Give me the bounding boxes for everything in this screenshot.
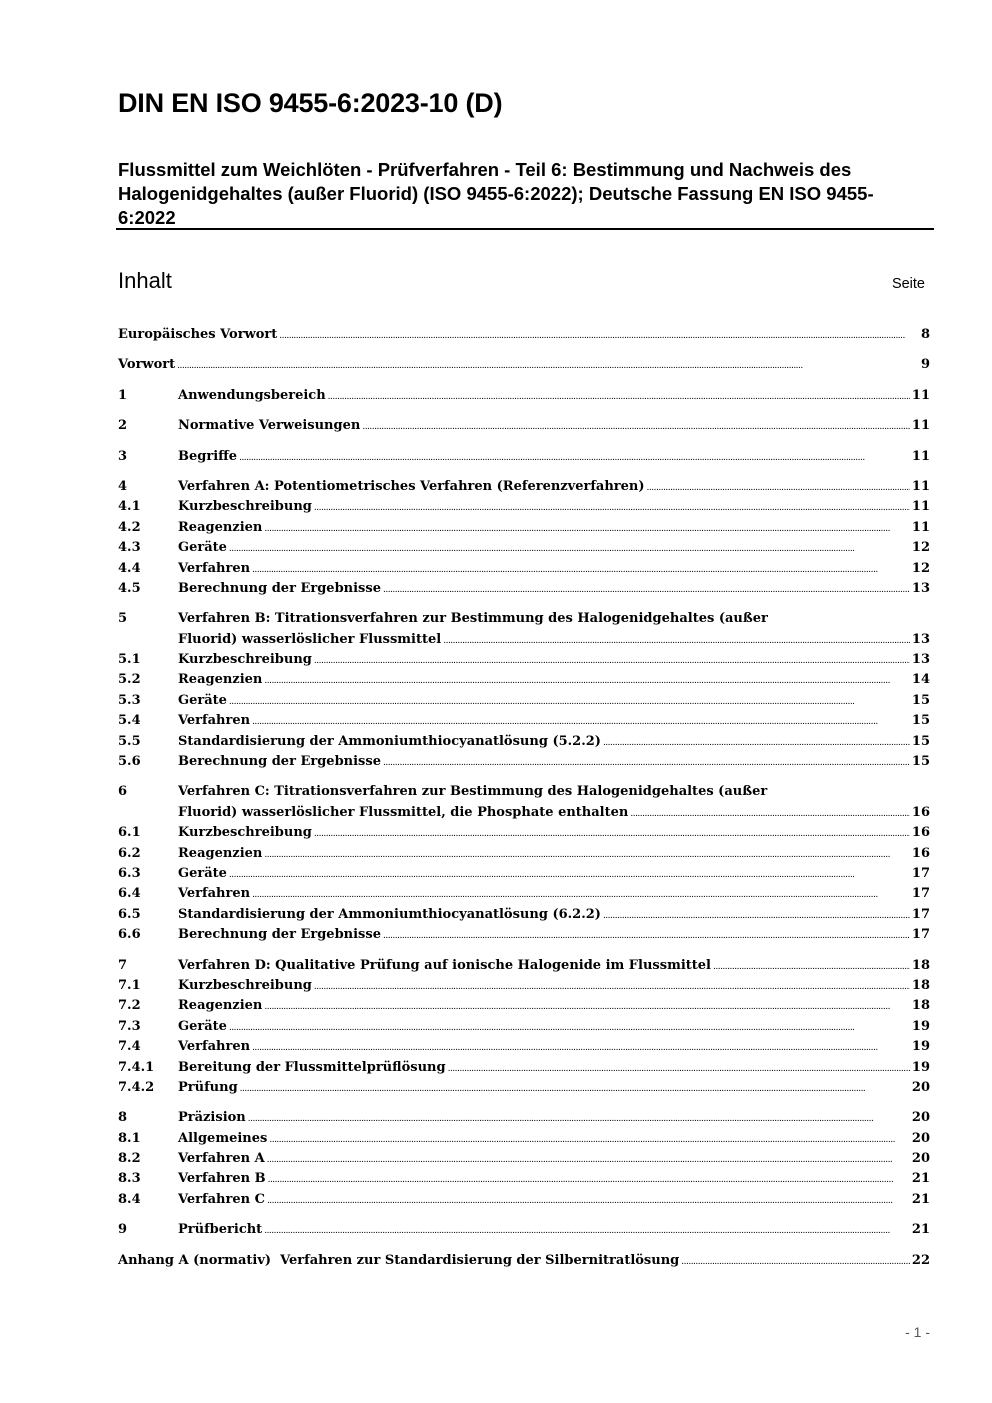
toc-leader [630, 804, 910, 824]
toc-entry-number: 7.4 [118, 1039, 141, 1055]
toc-entry-number: 5.6 [118, 754, 141, 770]
toc-entry-page: 15 [911, 733, 930, 749]
toc-entry-number: 6.4 [118, 886, 141, 902]
toc-entry-title: Bereitung der Flussmittelprüflösung [178, 1059, 446, 1075]
toc-entry[interactable] [118, 1037, 930, 1057]
toc-entry-number: 4.3 [118, 540, 141, 556]
toc-entry-page: 21 [911, 1222, 930, 1238]
toc-entry[interactable] [118, 976, 930, 996]
toc-entry-title: Kurzbeschreibung [178, 825, 312, 841]
toc-leader [383, 580, 910, 600]
toc-entry-number: 5 [118, 611, 128, 627]
toc-entry-number: 5.2 [118, 672, 141, 688]
toc-entry[interactable] [118, 609, 930, 629]
toc-entry[interactable] [118, 416, 930, 436]
toc-leader [240, 1079, 910, 1099]
toc-entry-number: 8.4 [118, 1191, 141, 1207]
toc-entry-title: Berechnung der Ergebnisse [178, 927, 381, 943]
toc-entry-title: Standardisierung der Ammoniumthiocyanatlösung (6.2.2) [178, 906, 601, 922]
toc-entry[interactable] [118, 1149, 930, 1169]
toc-leader [383, 926, 910, 946]
toc-entry[interactable] [118, 996, 930, 1016]
toc-entry-title: Präzision [178, 1110, 246, 1126]
toc-leader [314, 651, 910, 671]
toc-entry-number: 5.5 [118, 733, 141, 749]
toc-entry-title: Normative Verweisungen [178, 418, 361, 434]
toc-entry-title: Verfahren A [178, 1151, 265, 1167]
toc-entry-page: 15 [911, 713, 930, 729]
toc-entry[interactable] [118, 386, 930, 406]
toc-entry[interactable] [118, 1169, 930, 1189]
toc-page-column-label: Seite [891, 276, 925, 292]
toc-entry-page: 15 [911, 754, 930, 770]
toc-leader [362, 417, 910, 437]
toc-leader [229, 1018, 910, 1038]
toc-entry-number: 8.1 [118, 1130, 141, 1146]
toc-entry-page: 12 [911, 560, 930, 576]
toc-entry-page: 11 [911, 519, 930, 535]
toc-entry-number: 8.3 [118, 1171, 141, 1187]
toc-entry[interactable] [118, 1108, 930, 1128]
toc-entry[interactable] [118, 559, 930, 579]
toc-entry-number: 7.1 [118, 977, 141, 993]
toc-leader [252, 712, 910, 732]
toc-entry-title: Geräte [178, 540, 227, 556]
toc-entry[interactable] [118, 711, 930, 731]
toc-entry-title: Anhang A (normativ) Verfahren zur Standardisierung der Silbernitratlösung [118, 1252, 680, 1268]
toc-entry-number: 6.3 [118, 865, 141, 881]
toc-leader [264, 845, 910, 865]
toc-entry[interactable] [118, 884, 930, 904]
toc-entry-number: 4.1 [118, 499, 141, 515]
toc-leader [314, 498, 910, 518]
toc-entry[interactable] [118, 925, 930, 945]
toc-heading: Inhalt [118, 268, 172, 293]
toc-leader [383, 753, 910, 773]
toc-entry-number: 7.2 [118, 998, 141, 1014]
toc-entry-number: 8 [118, 1110, 128, 1126]
toc-entry-title: Prüfung [178, 1079, 238, 1095]
toc-entry[interactable] [118, 670, 930, 690]
toc-entry-title: Reagenzien [178, 845, 263, 861]
toc-entry-title: Verfahren B: Titrationsverfahren zur Bestimmung des Halogenidgehaltes (außer [178, 611, 768, 627]
toc-leader [252, 1038, 910, 1058]
toc-entry-page: 11 [911, 418, 930, 434]
toc-entry-page: 15 [911, 692, 930, 708]
toc-leader [267, 1191, 910, 1211]
toc-entry-title: Verfahren [178, 560, 251, 576]
toc-entry-page: 20 [911, 1079, 930, 1095]
toc-entry-number: 6.5 [118, 906, 141, 922]
toc-entry-title: Verfahren [178, 713, 251, 729]
toc-entry-page: 17 [911, 865, 930, 881]
toc-entry-number: 6.6 [118, 927, 141, 943]
toc-entry[interactable] [118, 497, 930, 517]
toc-entry-title: Anwendungsbereich [178, 387, 326, 403]
toc-entry-page: 11 [911, 478, 930, 494]
toc-entry-page: 19 [911, 1039, 930, 1055]
toc-entry[interactable] [118, 823, 930, 843]
toc-entry-title: Kurzbeschreibung [178, 652, 312, 668]
toc-entry-page: 13 [911, 652, 930, 668]
page-number: - 1 - [905, 1324, 930, 1340]
toc-entry-title: Vorwort [118, 357, 176, 373]
toc-entry[interactable] [118, 1017, 930, 1037]
toc-entry-page: 18 [911, 957, 930, 973]
title-divider [116, 228, 934, 230]
toc-entry-title: Kurzbeschreibung [178, 499, 312, 515]
toc-entry[interactable] [118, 1078, 930, 1098]
toc-leader [314, 824, 910, 844]
toc-entry-number: 5.3 [118, 692, 141, 708]
toc-entry-number: 8.2 [118, 1151, 141, 1167]
toc-entry-title: Verfahren [178, 1039, 251, 1055]
toc-entry-title: Verfahren A: Potentiometrisches Verfahren (Referenzverfahren) [178, 478, 645, 494]
toc-entry[interactable] [118, 782, 930, 802]
toc-entry-page: 16 [911, 825, 930, 841]
toc-entry[interactable] [118, 1129, 930, 1149]
toc-entry-title: Reagenzien [178, 998, 263, 1014]
toc-entry-title: Fluorid) wasserlöslicher Flussmittel, die Phosphate enthalten [178, 804, 629, 820]
toc-entry[interactable] [118, 691, 930, 711]
toc-entry[interactable] [118, 905, 930, 925]
toc-leader [681, 1252, 910, 1272]
toc-entry-title: Standardisierung der Ammoniumthiocyanatlösung (5.2.2) [178, 733, 601, 749]
toc-entry-number: 3 [118, 448, 128, 464]
toc-entry-number: 4 [118, 478, 128, 494]
toc-leader [269, 1130, 910, 1150]
toc-leader [229, 539, 910, 559]
toc-entry-page: 20 [911, 1110, 930, 1126]
toc-entry-title: Prüfbericht [178, 1222, 263, 1238]
toc-leader [229, 865, 910, 885]
toc-entry[interactable] [118, 1220, 930, 1240]
toc-leader [268, 1170, 910, 1190]
toc-leader [443, 631, 910, 651]
toc-entry[interactable] [118, 325, 930, 345]
toc-leader [264, 997, 910, 1017]
toc-entry-page: 9 [920, 357, 930, 373]
toc-leader [252, 560, 910, 580]
toc-entry[interactable] [118, 447, 930, 467]
toc-entry-page: 11 [911, 499, 930, 515]
toc-entry[interactable] [118, 355, 930, 375]
toc-entry-number: 6.2 [118, 845, 141, 861]
toc-entry[interactable] [118, 752, 930, 772]
toc-leader [177, 356, 919, 376]
toc-entry-page: 17 [911, 886, 930, 902]
toc-entry-title: Verfahren C [178, 1191, 265, 1207]
toc-entry-continuation[interactable] [118, 630, 930, 650]
toc-entry-number: 1 [118, 387, 128, 403]
toc-leader [713, 957, 910, 977]
toc-entry-number: 4.4 [118, 560, 141, 576]
toc-entry[interactable] [118, 538, 930, 558]
toc-entry-title: Verfahren B [178, 1171, 266, 1187]
toc-entry[interactable] [118, 732, 930, 752]
toc-entry-page: 18 [911, 977, 930, 993]
toc-entry-page: 17 [911, 906, 930, 922]
toc-leader [448, 1059, 910, 1079]
toc-entry-title: Geräte [178, 865, 227, 881]
toc-entry-continuation[interactable] [118, 803, 930, 823]
toc-leader [603, 906, 910, 926]
toc-entry-page: 16 [911, 804, 930, 820]
toc-leader [264, 671, 910, 691]
toc-entry-number: 7.4.1 [118, 1059, 155, 1075]
toc-leader [267, 1150, 910, 1170]
toc-entry[interactable] [118, 956, 930, 976]
toc-entry-page: 21 [911, 1191, 930, 1207]
toc-entry-title: Europäisches Vorwort [118, 327, 278, 342]
toc-entry[interactable] [118, 579, 930, 599]
toc-entry-page: 21 [911, 1171, 930, 1187]
toc-entry-page: 14 [911, 672, 930, 688]
toc-entry-title: Allgemeines [178, 1130, 268, 1146]
toc-leader [603, 733, 910, 753]
toc-entry[interactable] [118, 864, 930, 884]
toc-entry[interactable] [118, 1251, 930, 1271]
toc-entry[interactable] [118, 518, 930, 538]
toc-entry-title: Fluorid) wasserlöslicher Flussmittel [178, 631, 442, 647]
toc-entry-title: Geräte [178, 1018, 227, 1034]
toc-entry-page: 20 [911, 1130, 930, 1146]
toc-entry-title: Kurzbeschreibung [178, 977, 312, 993]
toc-entry-number: 2 [118, 418, 128, 434]
toc-entry-number: 4.5 [118, 580, 141, 596]
toc-entry-title: Begriffe [178, 448, 238, 464]
toc-entry-title: Reagenzien [178, 519, 263, 535]
toc-entry[interactable] [118, 477, 930, 497]
toc-entry-page: 11 [911, 448, 930, 464]
toc-entry-number: 6 [118, 784, 128, 800]
toc-entry-page: 20 [911, 1151, 930, 1167]
table-of-contents [118, 325, 930, 1271]
toc-entry[interactable] [118, 844, 930, 864]
toc-entry-page: 8 [920, 327, 930, 342]
toc-entry-title: Verfahren D: Qualitative Prüfung auf ionische Halogenide im Flussmittel [178, 957, 711, 973]
toc-entry[interactable] [118, 1190, 930, 1210]
toc-entry[interactable] [118, 650, 930, 670]
toc-entry-page: 13 [911, 631, 930, 647]
toc-entry-title: Verfahren [178, 886, 251, 902]
toc-entry-page: 18 [911, 998, 930, 1014]
toc-entry-title: Berechnung der Ergebnisse [178, 754, 381, 770]
toc-entry-number: 4.2 [118, 519, 141, 535]
toc-leader [252, 885, 910, 905]
toc-entry-number: 6.1 [118, 825, 141, 841]
document-title: Flussmittel zum Weichlöten - Prüfverfahren - Teil 6: Bestimmung und Nachweis des Halogenidgehaltes (außer Fluorid) (ISO 9455-6:2022); Deutsche Fassung EN ISO 9455-6:2022 [118, 159, 874, 228]
toc-entry-title: Berechnung der Ergebnisse [178, 580, 381, 596]
toc-entry-number: 7 [118, 957, 128, 973]
toc-entry-page: 22 [911, 1252, 930, 1268]
toc-leader [647, 478, 910, 498]
toc-entry-number: 5.1 [118, 652, 141, 668]
toc-leader [248, 1109, 910, 1129]
toc-entry-page: 19 [911, 1059, 930, 1075]
toc-entry-title: Geräte [178, 692, 227, 708]
toc-leader [328, 387, 910, 407]
toc-entry-number: 7.3 [118, 1018, 141, 1034]
toc-entry-page: 12 [911, 540, 930, 556]
toc-entry-title: Verfahren C: Titrationsverfahren zur Bestimmung des Halogenidgehaltes (außer [178, 784, 768, 800]
toc-entry-page: 17 [911, 927, 930, 943]
toc-entry-title: Reagenzien [178, 672, 263, 688]
document-id: DIN EN ISO 9455-6:2023-10 (D) [118, 88, 503, 118]
toc-entry-page: 16 [911, 845, 930, 861]
toc-entry-page: 11 [911, 387, 930, 403]
toc-leader [279, 326, 919, 346]
toc-leader [229, 692, 910, 712]
toc-leader [264, 519, 910, 539]
toc-leader [239, 448, 910, 468]
toc-entry-number: 9 [118, 1222, 128, 1238]
toc-leader [314, 977, 910, 997]
toc-entry-page: 13 [911, 580, 930, 596]
toc-entry-page: 19 [911, 1018, 930, 1034]
toc-entry[interactable] [118, 1058, 930, 1078]
toc-entry-number: 7.4.2 [118, 1079, 155, 1095]
toc-leader [264, 1221, 910, 1241]
toc-entry-number: 5.4 [118, 713, 141, 729]
